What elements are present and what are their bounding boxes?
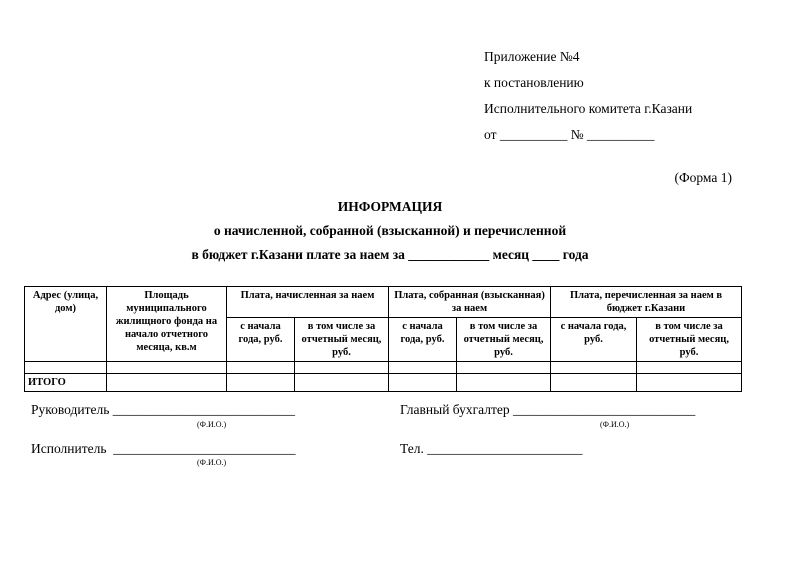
table-cell[interactable]: [551, 374, 637, 392]
form-label: (Форма 1): [674, 170, 732, 185]
table-cell[interactable]: [637, 374, 742, 392]
chief-accountant-signature: Главный бухгалтер ___________________________: [400, 402, 696, 417]
table-cell[interactable]: [389, 362, 457, 374]
executor-fio-hint: (Ф.И.О.): [197, 458, 227, 467]
table-row: [25, 362, 742, 374]
table-cell[interactable]: [457, 362, 551, 374]
subheader-collected-month: в том числе за отчетный месяц, руб.: [457, 318, 551, 362]
table-cell[interactable]: [389, 374, 457, 392]
subheader-charged-year: с начала года, руб.: [227, 318, 295, 362]
table-cell[interactable]: [227, 362, 295, 374]
subheader-transferred-month: в том числе за отчетный месяц, руб.: [637, 318, 742, 362]
table-cell[interactable]: [457, 374, 551, 392]
appendix-date-number: от __________ № __________: [484, 127, 655, 142]
header-area: Площадь муниципального жилищного фонда на начало отчетного месяца, кв.м: [107, 287, 227, 362]
subheader-charged-month: в том числе за отчетный месяц, руб.: [295, 318, 389, 362]
appendix-block: [484, 44, 692, 148]
total-label: ИТОГО: [25, 374, 107, 392]
head-fio-hint: (Ф.И.О.): [197, 420, 227, 429]
table-cell[interactable]: [637, 362, 742, 374]
appendix-number: Приложение №4: [484, 49, 580, 64]
title-line-2: о начисленной, собранной (взысканной) и перечисленной: [213, 223, 567, 238]
table-cell[interactable]: [107, 362, 227, 374]
table-cell[interactable]: [227, 374, 295, 392]
title-line-3: в бюджет г.Казани плате за наем за ____________ месяц ____ года: [191, 247, 589, 262]
subheader-collected-year: с начала года, руб.: [389, 318, 457, 362]
chief-accountant-fio-hint: (Ф.И.О.): [600, 420, 630, 429]
table-cell[interactable]: [107, 374, 227, 392]
header-address: Адрес (улица, дом): [25, 287, 107, 362]
executor-signature: Исполнитель ___________________________: [31, 441, 296, 456]
subheader-transferred-year: с начала года, руб.: [551, 318, 637, 362]
report-table: [24, 286, 742, 392]
table-cell[interactable]: [295, 362, 389, 374]
head-signature: Руководитель ___________________________: [31, 402, 296, 417]
table-cell[interactable]: [551, 362, 637, 374]
appendix-resolution: к постановлению: [484, 75, 584, 90]
table-cell[interactable]: [295, 374, 389, 392]
appendix-committee: Исполнительного комитета г.Казани: [484, 101, 693, 116]
header-transferred: Плата, перечисленная за наем в бюджет г.Казани: [551, 287, 742, 318]
header-collected: Плата, собранная (взысканная) за наем: [389, 287, 551, 318]
phone-field: Тел. _______________________: [400, 441, 583, 456]
document-title: [0, 195, 780, 267]
table-cell[interactable]: [25, 362, 107, 374]
title-main: ИНФОРМАЦИЯ: [337, 199, 443, 214]
header-charged: Плата, начисленная за наем: [227, 287, 389, 318]
total-row: [25, 374, 742, 392]
